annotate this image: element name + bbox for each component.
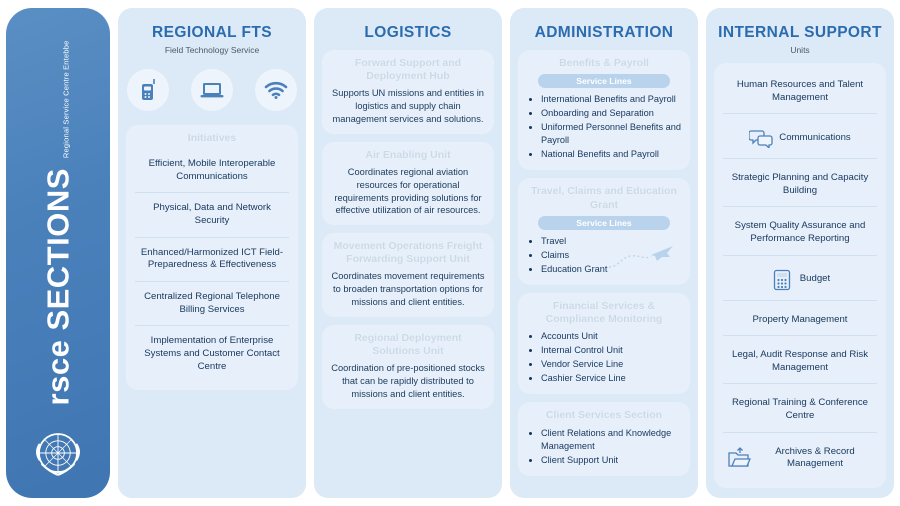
card-air-enabling-unit [322, 142, 494, 225]
list-item: • Cashier Service Line [541, 372, 681, 385]
laptop-icon [191, 69, 233, 111]
un-emblem-icon [29, 424, 87, 482]
card-movement-operations-freight-forwarding [322, 233, 494, 317]
card-body: Supports UN missions and entities in logistics and supply chain management services and solutions. [332, 88, 484, 124]
card-title: Air Enabling Unit [365, 148, 451, 161]
bullet-list [527, 330, 681, 385]
list-item: Implementation of Enterprise Systems and Customer Contact Centre [144, 335, 280, 372]
list-item-label: Strategic Planning and Capacity Building [731, 172, 869, 196]
bullet-list [527, 93, 681, 161]
list-item [723, 437, 877, 480]
list-item [723, 260, 877, 301]
card-body: Coordinates regional aviation resources for operational requirements providing solutions for effective utilization of air resources. [334, 166, 482, 216]
card-forward-support-deployment-hub [322, 50, 494, 134]
card-regional-deployment-solutions-unit [322, 325, 494, 409]
card-body: Coordination of pre-positioned stocks that can be rapidly distributed to missions and client entities. [331, 363, 485, 399]
card-benefits-payroll [518, 50, 690, 170]
list-item: Enhanced/Harmonized ICT Field-Preparedness & Effectiveness [135, 238, 289, 282]
list-item [723, 70, 877, 114]
column-regional-fts [118, 8, 306, 498]
card-body: Coordinates movement requirements to broaden transportation options for missions and client entities. [331, 271, 485, 308]
bullet-list [527, 427, 681, 467]
list-item: • Client Support Unit [541, 454, 681, 467]
list-item-label: Budget [799, 273, 831, 285]
card-client-services-section [518, 402, 690, 475]
card-title: Benefits & Payroll [559, 57, 649, 69]
list-item: • International Benefits and Payroll [541, 93, 681, 106]
list-item-label: Legal, Audit Response and Risk Management [732, 349, 868, 373]
column-title-internal-support: INTERNAL SUPPORT [718, 24, 882, 41]
column-administration [510, 8, 698, 498]
card-initiatives [126, 125, 298, 390]
list-item [723, 305, 877, 337]
list-item [723, 163, 877, 207]
service-lines-badge: Service Lines [538, 74, 670, 88]
card-title-initiatives: Initiatives [187, 132, 237, 144]
list-item [723, 118, 877, 159]
list-item: • National Benefits and Payroll [541, 148, 681, 161]
list-item: • Education Grant [541, 263, 681, 276]
internal-support-list [714, 63, 886, 488]
list-item: • Travel [541, 235, 681, 248]
list-item: • Claims [541, 249, 681, 262]
fts-icon-row [126, 69, 298, 111]
list-item-label: Archives & Record Management [775, 445, 855, 470]
card-title: Financial Services & Compliance Monitoring [545, 299, 663, 325]
list-item: • Vendor Service Line [541, 358, 681, 371]
speech-bubbles-icon [749, 127, 773, 149]
banner-title: rsce SECTIONS [40, 168, 75, 406]
column-subtitle-regional-fts: Field Technology Service [164, 45, 260, 55]
banner-text-block [6, 8, 110, 438]
column-title-administration: ADMINISTRATION [534, 24, 674, 41]
service-lines-badge: Service Lines [538, 216, 670, 230]
card-title: Regional Deployment Solutions Unit [354, 331, 462, 358]
list-item: • Onboarding and Separation [541, 107, 681, 120]
list-item-label: Communications [779, 131, 851, 143]
list-item: Efficient, Mobile Interoperable Communications [135, 149, 289, 193]
initiatives-list [135, 149, 289, 382]
list-item-label: Human Resources and Talent Management [736, 79, 864, 103]
column-subtitle-internal-support: Units [790, 45, 810, 55]
column-internal-support [706, 8, 894, 498]
card-title: Forward Support and Deployment Hub [354, 57, 462, 83]
card-title: Movement Operations Freight Forwarding Support Unit [333, 240, 483, 266]
wifi-icon [255, 69, 297, 111]
banner-subtitle: Regional Service Centre Entebbe [61, 40, 70, 159]
card-travel-claims-education-grant [518, 178, 690, 284]
column-title-regional-fts: REGIONAL FTS [152, 24, 272, 41]
card-title: Travel, Claims and Education Grant [531, 185, 677, 211]
radio-icon [127, 69, 169, 111]
folder-upload-icon [727, 447, 751, 469]
list-item-label: System Quality Assurance and Performance Reporting [734, 220, 866, 245]
rsce-sections-banner [6, 8, 110, 498]
list-item-label: Regional Training & Conference Centre [732, 397, 868, 422]
list-item: Physical, Data and Network Security [135, 193, 289, 237]
list-item: • Uniformed Personnel Benefits and Payroll [541, 121, 681, 147]
card-financial-services-compliance [518, 293, 690, 395]
list-item: Centralized Regional Telephone Billing Services [135, 282, 289, 326]
airplane-icon [607, 237, 677, 271]
list-item-label: Property Management [752, 313, 848, 325]
list-item: • Client Relations and Knowledge Management [541, 427, 681, 453]
list-item: • Internal Control Unit [541, 344, 681, 357]
list-item: • Accounts Unit [541, 330, 681, 343]
list-item [723, 388, 877, 432]
card-title: Client Services Section [545, 409, 663, 422]
list-item [723, 211, 877, 255]
calculator-icon [770, 269, 794, 291]
column-title-logistics: LOGISTICS [364, 24, 452, 41]
list-item [723, 340, 877, 384]
column-logistics [314, 8, 502, 498]
